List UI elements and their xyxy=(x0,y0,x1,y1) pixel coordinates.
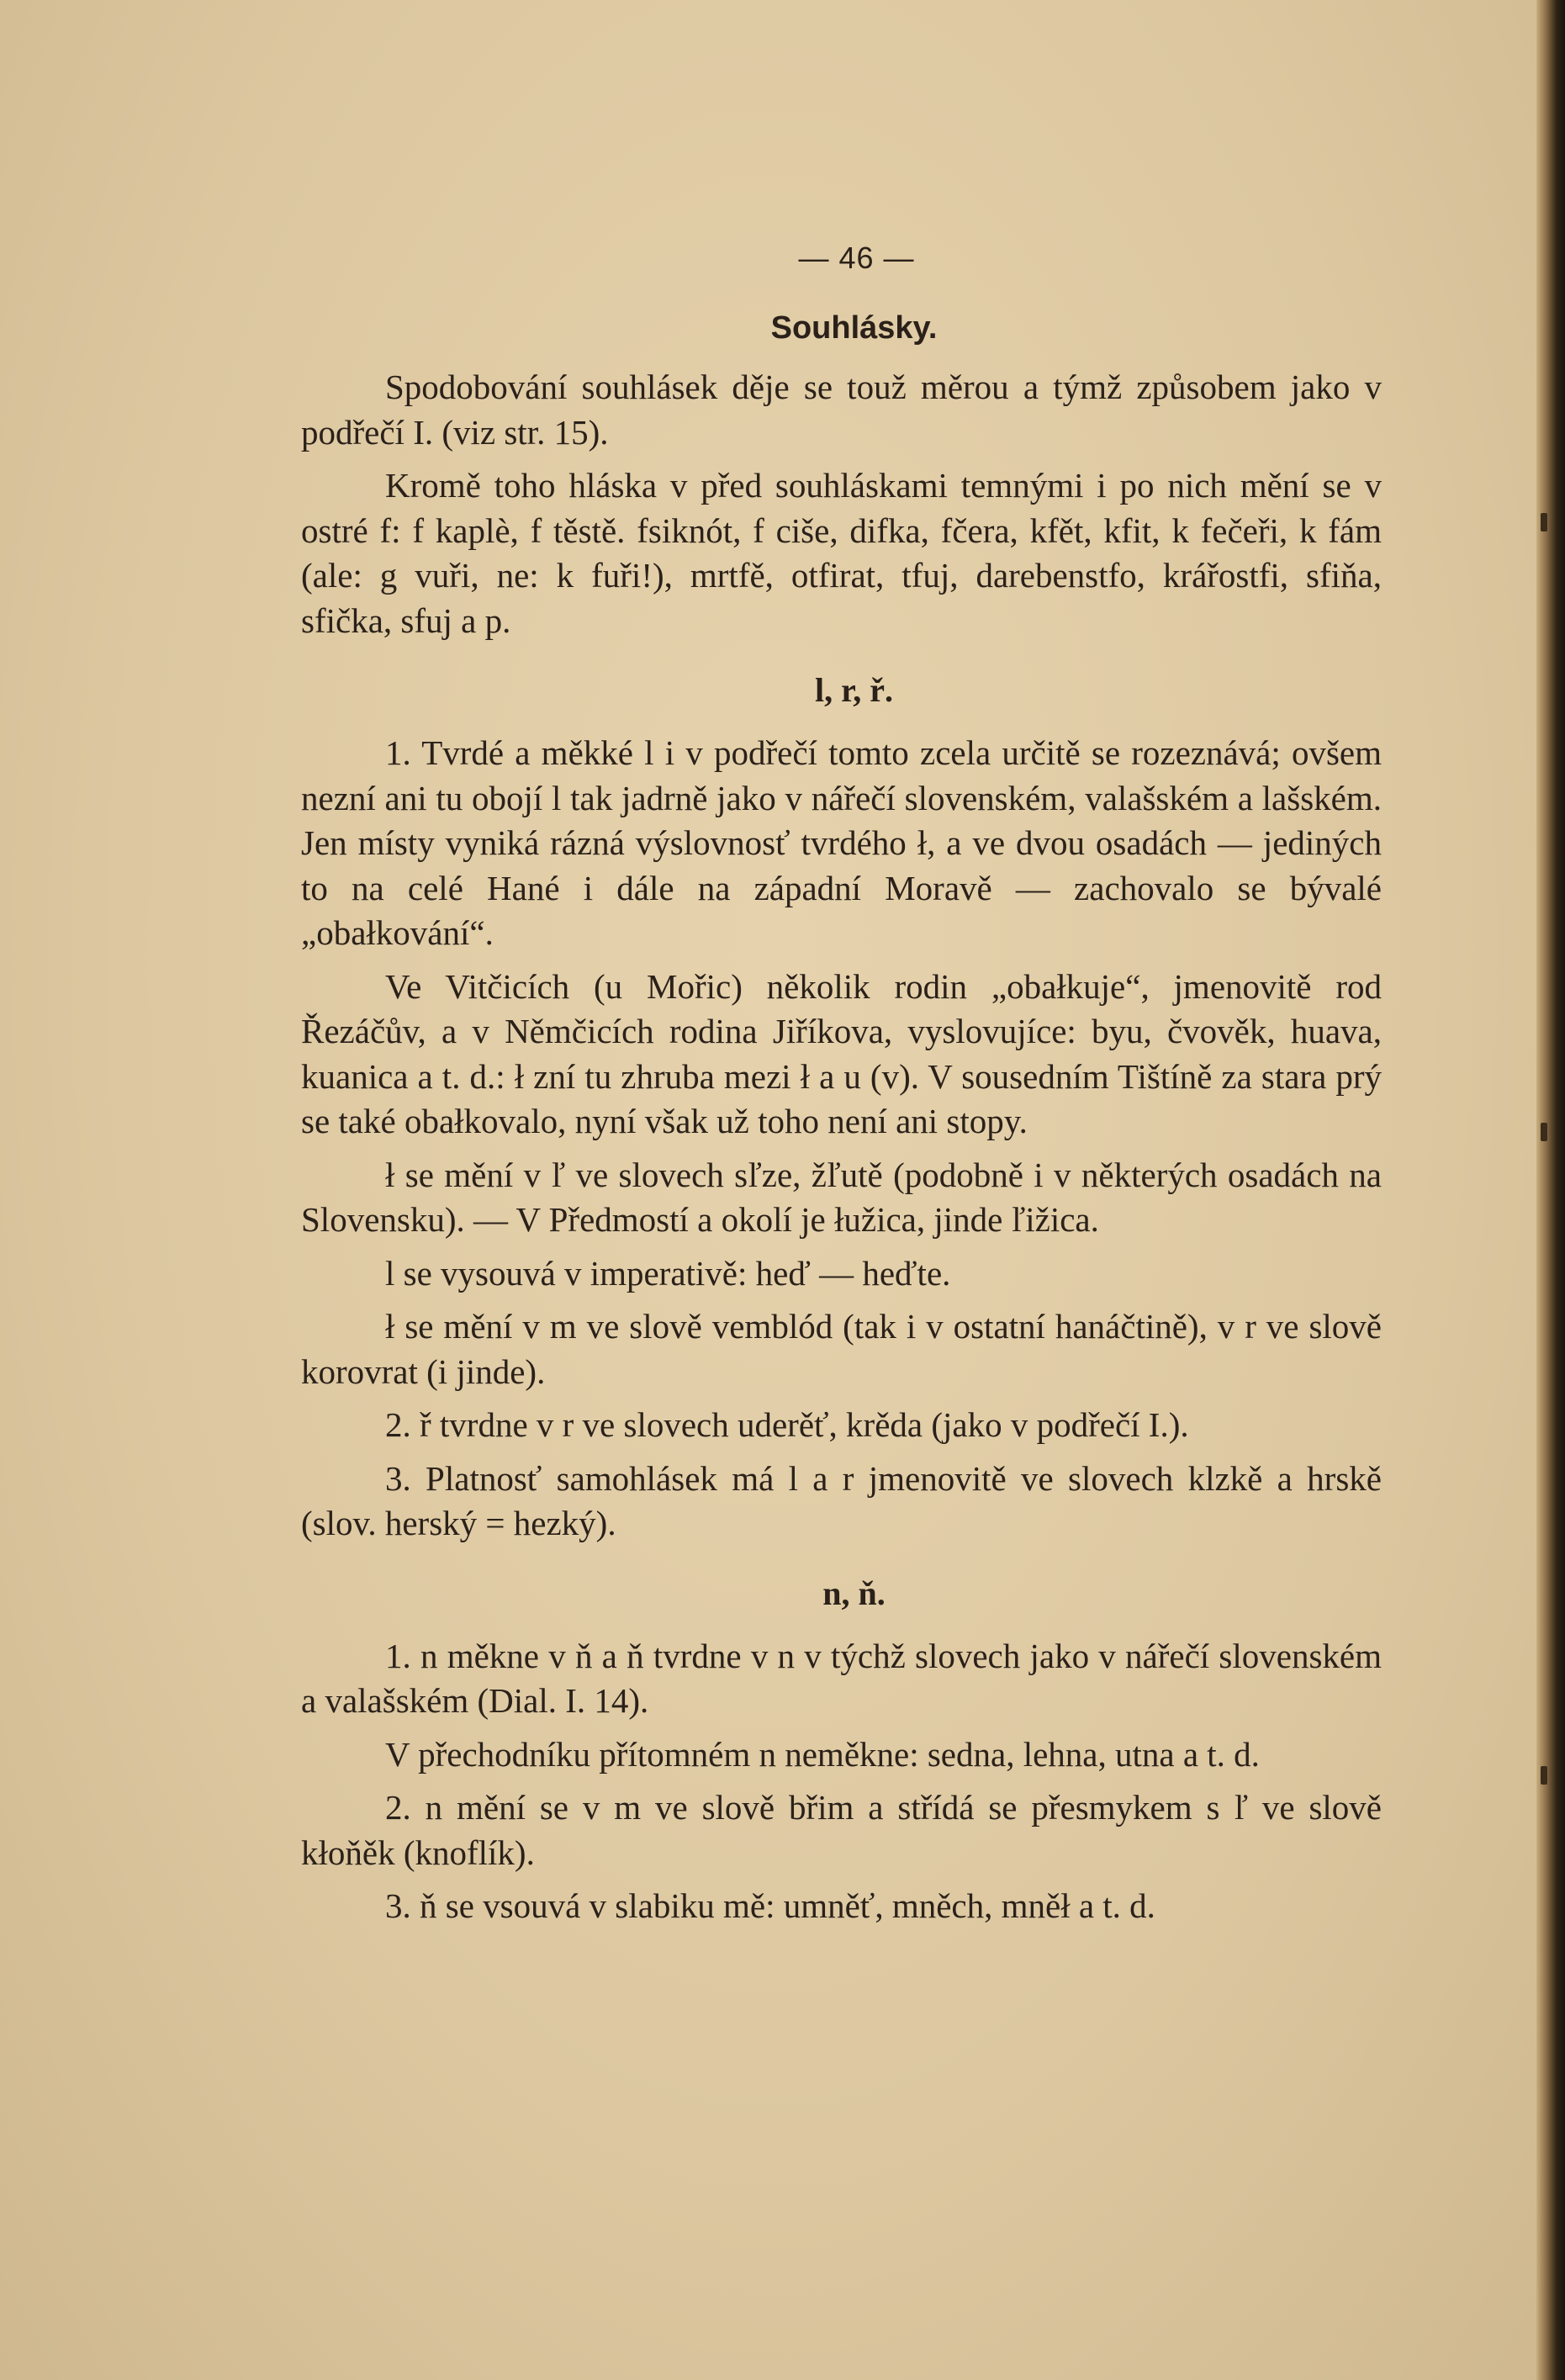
page-binding-edge xyxy=(1536,0,1565,2380)
heading-l-r: l, r, ř. xyxy=(815,671,893,709)
paragraph-syllabic-l-r: 3. Platnosť samohlásek má l a r jmenovitě ve slovech klzkě a hrskě (slov. herský = hezký). xyxy=(301,1458,1382,1542)
paragraph-l-hard-soft: 1. Tvrdé a měkké l i v podřečí tomto zcela určitě se rozeznává; ovšem nezní ani tu obojí l tak jadrně jako v nářečí slovenském, valašském a lašském. Jen místy vyniká rázná výslovnosť tvrdého ł, a ve dvou osadách — jediných to na celé Hané i dále na západní Moravě — zachovalo se bývalé „obałkování“. xyxy=(301,733,1382,952)
edge-mark xyxy=(1541,513,1547,532)
paragraph-n-to-m: 2. n mění se v m ve slově břim a střídá se přesmykem s ľ ve slově kłoňěk (knoflík). xyxy=(301,1788,1382,1872)
paragraph-l-to-m: ł se mění v m ve slově vemblód (tak i v ostatní hanáčtině), v r ve slově korovrat (i jinde). xyxy=(301,1307,1382,1391)
heading-n: n, ň. xyxy=(822,1573,886,1612)
paragraph-l-dropped: l se vysouvá v imperativě: heď — heďte. xyxy=(385,1253,951,1293)
paragraph-n-softens: 1. n měkne v ň a ň tvrdne v n v týchž slovech jako v nářečí slovenském a valašském (Dial. I. 14). xyxy=(301,1636,1382,1720)
paragraph-r-hardens: 2. ř tvrdne v r ve slovech uderěť, krěda (jako v podřečí I.). xyxy=(385,1405,1189,1444)
paragraph-assimilation: Spodobování souhlásek děje se touž měrou a týmž způsobem jako v podřečí I. (viz str. 15). xyxy=(301,368,1382,452)
paragraph-l-to-soft-l: ł se mění v ľ ve slovech sľze, žľutě (podobně i v některých osadách na Slovensku). — V Předmostí a okolí je łužica, jinde ľižica. xyxy=(301,1155,1382,1239)
page-text xyxy=(301,237,1382,1929)
paragraph-n-inserted: 3. ň se vsouvá v slabiku mě: umněť, mněch, mněł a t. d. xyxy=(385,1886,1155,1925)
edge-mark xyxy=(1541,1766,1547,1785)
section-title: Souhlásky. xyxy=(770,310,938,346)
paragraph-transgressive: V přechodníku přítomném n neměkne: sedna, lehna, utna a t. d. xyxy=(385,1734,1260,1774)
paragraph-vitcice: Ve Vitčicích (u Mořic) několik rodin „obałkuje“, jmenovitě rod Řezáčův, a v Němčicích rodina Jiříkova, vyslovujíce: byu, čvověk, huava, kuanica a t. d.: ł zní tu zhruba mezi ł a u (v). V sousedním Tištíně za stara prý se také obałkovalo, nyní však už toho není ani stopy. xyxy=(301,966,1382,1140)
paragraph-v-to-f: Kromě toho hláska v před souhláskami temnými i po nich mění se v ostré f: f kaplè, f těstě. fsiknót, f ciše, difka, fčera, kfět, kfit, k fečeři, k fám (ale: g vuři, ne: k fuři!), mrtfě, otfirat, tfuj, darebenstfo, krářostfi, sfiňa, sfička, sfuj a p. xyxy=(301,466,1382,640)
edge-mark xyxy=(1541,1123,1547,1141)
page-number: — 46 — xyxy=(798,241,915,275)
